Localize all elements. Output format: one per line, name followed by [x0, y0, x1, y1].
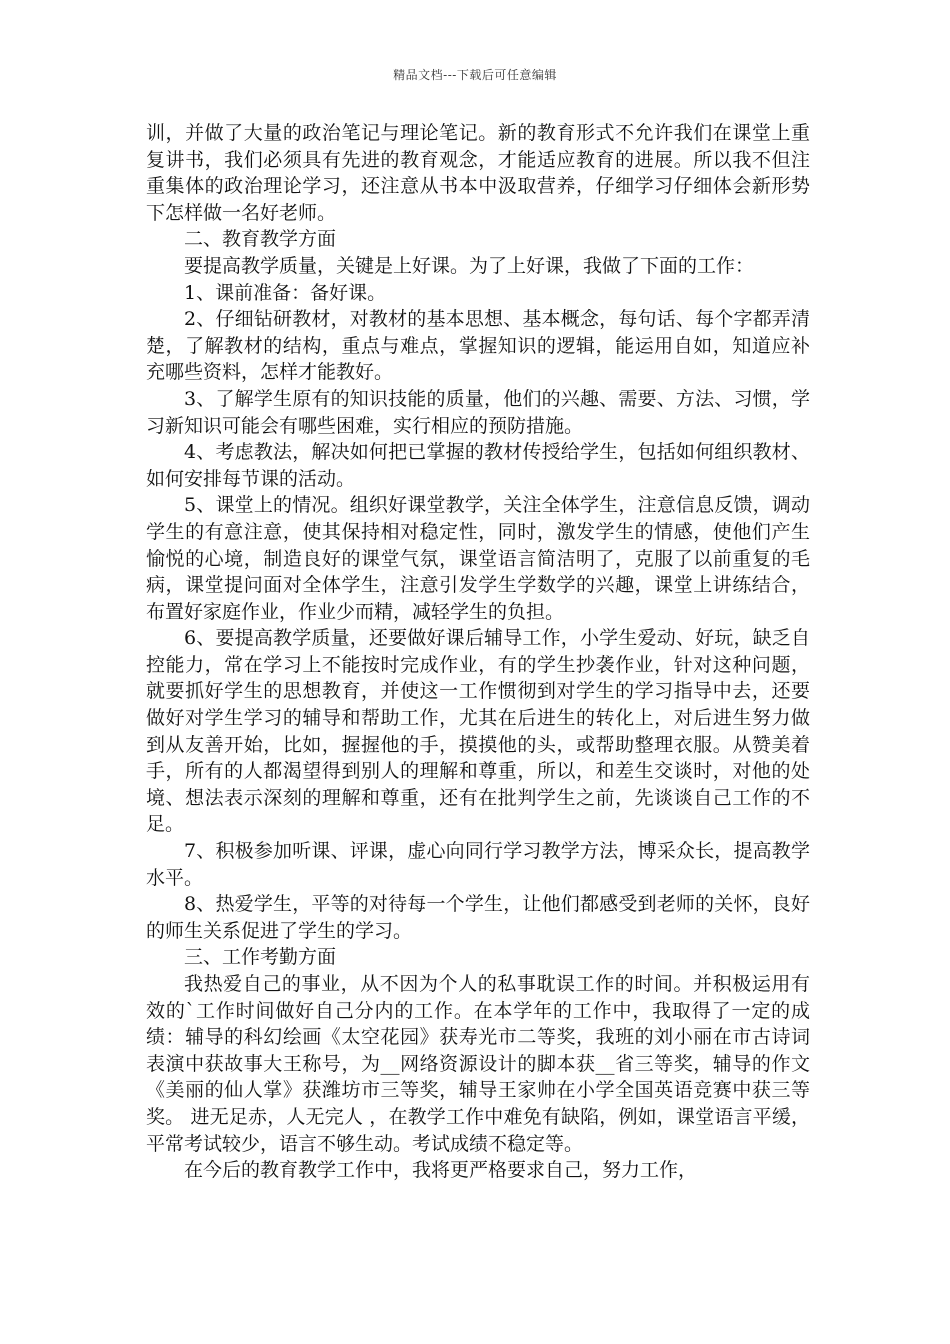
- section-heading-teaching: 二、教育教学方面: [184, 228, 337, 251]
- list-item-5: 5、课堂上的情况。组织好课堂教学，关注全体学生，注意信息反馈，调动学生的有意注意，使其保持相对稳定性，同时，激发学生的情感，使他们产生愉悦的心境，制造良好的课堂气氛，课堂语言简洁明了，克服了以前重复的毛病，课堂提问面对全体学生，注意引发学生学数学的兴趣，课堂上讲练结合，布置好家庭作业，作业少而精，减轻学生的负担。: [146, 494, 810, 623]
- document-body: [146, 120, 810, 1184]
- list-item-2: 2、仔细钻研教材，对教材的基本思想、基本概念，每句话、每个字都弄清楚，了解教材的结构，重点与难点，掌握知识的逻辑，能运用自如，知道应补充哪些资料，怎样才能教好。: [146, 308, 810, 384]
- page-header: 精品文档---下载后可任意编辑: [393, 68, 557, 82]
- paragraph: 在今后的教育教学工作中，我将更严格要求自己，努力工作，: [184, 1159, 698, 1182]
- list-item-4: 4、考虑教法，解决如何把已掌握的教材传授给学生，包括如何组织教材、如何安排每节课的活动。: [146, 441, 810, 490]
- section-heading-attendance: 三、工作考勤方面: [184, 946, 337, 969]
- paragraph: 我热爱自己的事业，从不因为个人的私事耽误工作的时间。并积极运用有效的`工作时间做好自己分内的工作。在本学年的工作中，我取得了一定的成绩：辅导的科幻绘画《太空花园》获寿光市二等奖，我班的刘小丽在市古诗词表演中获故事大王称号，为__网络资源设计的脚本获__省三等奖，辅导的作文《美丽的仙人掌》获潍坊市三等奖，辅导王家帅在小学全国英语竞赛中获三等奖。 进无足赤，人无完人 ，在教学工作中难免有缺陷，例如，课堂语言平缓，平常考试较少，语言不够生动。考试成绩不稳定等。: [146, 973, 810, 1155]
- list-item-8: 8、热爱学生，平等的对待每一个学生，让他们都感受到老师的关怀，良好的师生关系促进了学生的学习。: [146, 893, 810, 942]
- list-item-3: 3、了解学生原有的知识技能的质量，他们的兴趣、需要、方法、习惯，学习新知识可能会有哪些困难，实行相应的预防措施。: [146, 387, 810, 437]
- list-item-6: 6、要提高教学质量，还要做好课后辅导工作，小学生爱动、好玩，缺乏自控能力，常在学习上不能按时完成作业，有的学生抄袭作业，针对这种问题，就要抓好学生的思想教育，并使这一工作惯彻到对学生的学习指导中去，还要做好对学生学习的辅导和帮助工作，尤其在后进生的转化上，对后进生努力做到从友善开始，比如，握握他的手，摸摸他的头，或帮助整理衣服。从赞美着手，所有的人都渴望得到别人的理解和尊重，所以，和差生交谈时，对他的处境、想法表示深刻的理解和尊重，还有在批判学生之前，先谈谈自己工作的不足。: [146, 627, 810, 836]
- list-item-7: 7、积极参加听课、评课，虚心向同行学习教学方法，博采众长，提高教学水平。: [146, 840, 810, 889]
- paragraph-continuation: 训，并做了大量的政治笔记与理论笔记。新的教育形式不允许我们在课堂上重复讲书，我们必须具有先进的教育观念，才能适应教育的进展。所以我不但注重集体的政治理论学习，还注意从书本中汲取营养，仔细学习仔细体会新形势下怎样做一名好老师。: [146, 122, 810, 224]
- list-item-1: 1、课前准备：备好课。: [184, 281, 387, 304]
- paragraph: 要提高教学质量，关键是上好课。为了上好课，我做了下面的工作：: [184, 254, 755, 277]
